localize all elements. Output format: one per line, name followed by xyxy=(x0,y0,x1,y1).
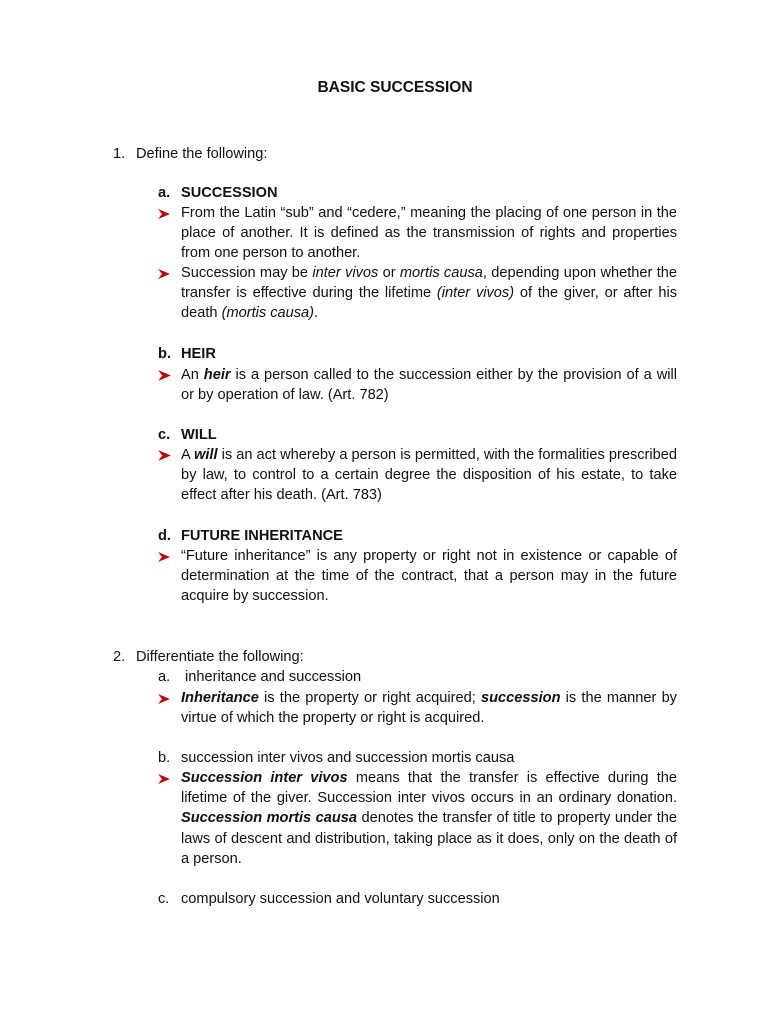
section-heading-will xyxy=(158,425,217,445)
bullet-arrow-icon xyxy=(157,773,171,785)
item-letter: a. xyxy=(158,185,171,201)
bullet-text: Succession inter vivos means that the transfer is effective during the lifetime of the giver. Succession inter vivos occurs in an ordinary donation. Succession mortis causa denotes the transfer of title to property under the laws of descent and distribution, taking place as it does, only on the death of a person. xyxy=(181,770,678,867)
bullet-text: An heir is a person called to the succession either by the provision of a will or by operation of law. (Art. 782) xyxy=(181,367,677,404)
question-number: 1. xyxy=(113,146,126,162)
bullet-item xyxy=(181,203,677,264)
document-title: BASIC SUCCESSION xyxy=(317,79,473,96)
heading-text: HEIR xyxy=(181,346,216,362)
bullet-item xyxy=(181,546,677,607)
bullet-arrow-icon xyxy=(157,208,171,220)
question-number: 2. xyxy=(113,649,126,665)
question-1 xyxy=(113,144,267,164)
item-letter: b. xyxy=(158,346,171,362)
bullet-arrow-icon xyxy=(157,693,171,705)
bullet-text: From the Latin “sub” and “cedere,” meaning the placing of one person in the place of another. It is defined as the transmission of rights and properties from one person to another. xyxy=(181,205,677,262)
question-2 xyxy=(113,647,304,667)
sub-item-inheritance-succession xyxy=(158,667,361,687)
bullet-arrow-icon xyxy=(157,551,171,563)
bullet-item xyxy=(181,688,677,728)
bullet-item xyxy=(181,768,677,869)
bullet-text: Inheritance is the property or right acquired; succession is the manner by virtue of which the property or right is acquired. xyxy=(181,690,677,727)
item-letter: b. xyxy=(158,750,171,766)
question-text: Differentiate the following: xyxy=(136,649,304,665)
heading-text: WILL xyxy=(181,427,217,443)
bullet-item xyxy=(181,445,677,506)
heading-text: FUTURE INHERITANCE xyxy=(181,528,343,544)
heading-text: succession inter vivos and succession mortis causa xyxy=(181,750,515,766)
section-heading-heir xyxy=(158,344,216,364)
section-heading-future-inheritance xyxy=(158,526,343,546)
sub-item-inter-vivos-mortis-causa xyxy=(158,748,514,768)
sub-item-compulsory-voluntary xyxy=(158,889,500,909)
item-letter: c. xyxy=(158,427,171,443)
bullet-text: Succession may be inter vivos or mortis causa, depending upon whether the transfer is effective during the lifetime (inter vivos) of the giver, or after his death (mortis causa). xyxy=(181,265,677,322)
section-heading-succession xyxy=(158,183,278,203)
bullet-item xyxy=(181,365,677,405)
item-letter: a. xyxy=(158,669,171,685)
heading-text: compulsory succession and voluntary succession xyxy=(181,891,500,907)
bullet-arrow-icon xyxy=(157,268,171,280)
bullet-arrow-icon xyxy=(157,449,172,462)
bullet-text: A will is an act whereby a person is permitted, with the formalities prescribed by law, to control to a certain degree the disposition of his estate, to take effect after his death. (Art. 783) xyxy=(181,447,677,504)
bullet-arrow-icon xyxy=(157,369,172,382)
bullet-item xyxy=(181,263,677,324)
item-letter: c. xyxy=(158,891,170,907)
heading-text: inheritance and succession xyxy=(181,669,362,685)
heading-text: SUCCESSION xyxy=(181,185,278,201)
question-text: Define the following: xyxy=(136,146,268,162)
item-letter: d. xyxy=(158,528,171,544)
bullet-text: “Future inheritance” is any property or right not in existence or capable of determination at the time of the contract, that a person may in the future acquire by succession. xyxy=(181,548,677,605)
